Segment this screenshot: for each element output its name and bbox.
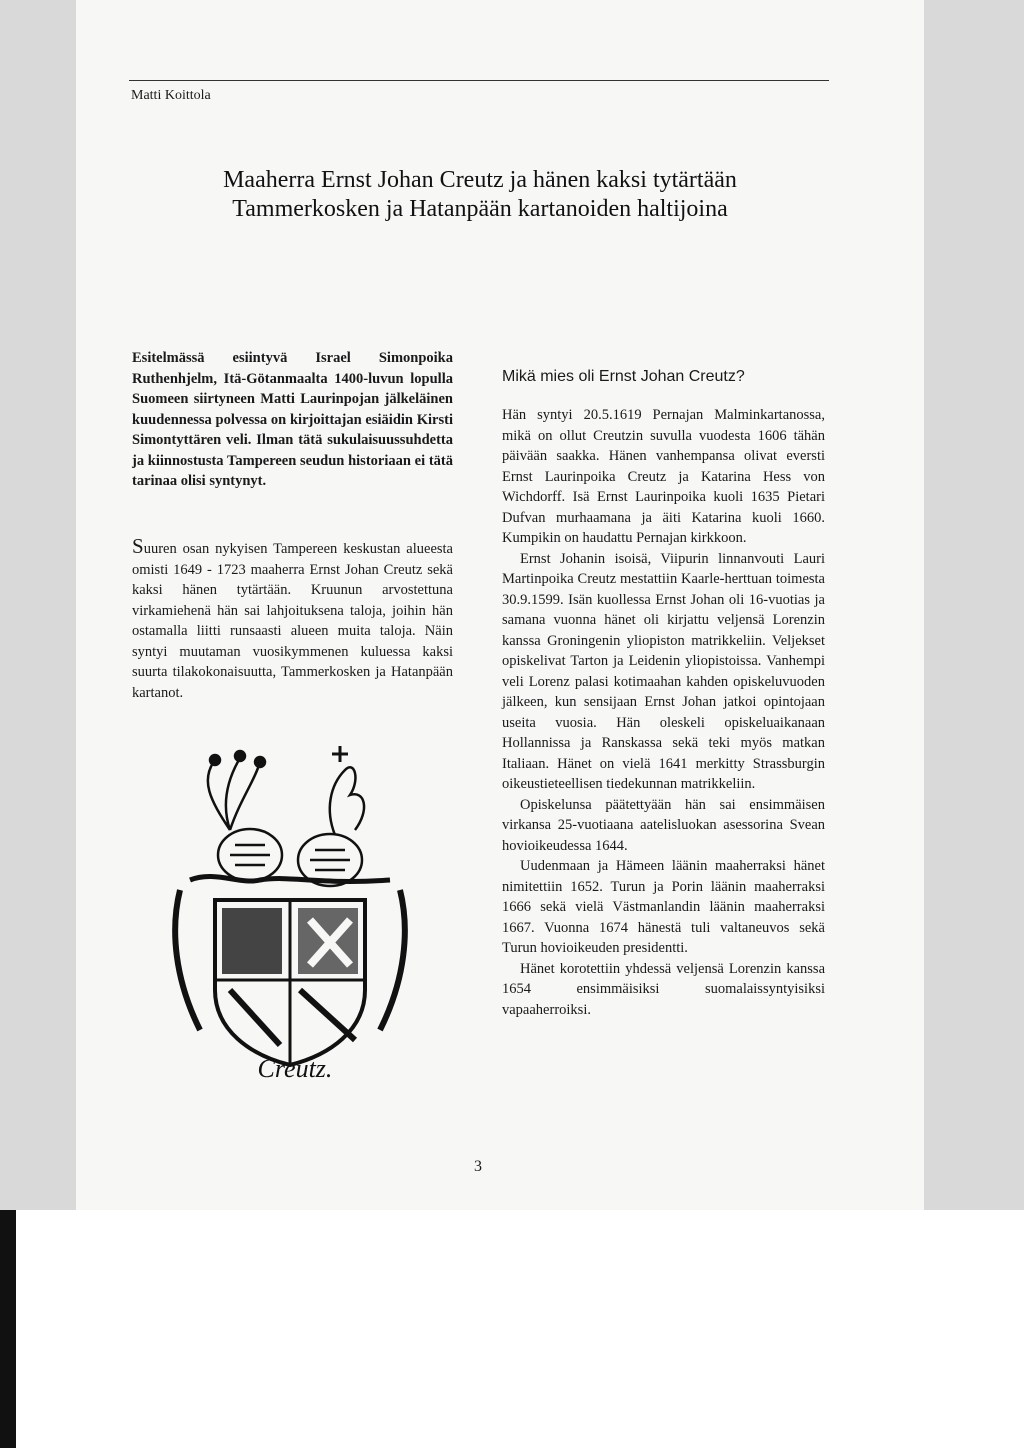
lion-crest-icon [330, 767, 364, 835]
article-title [130, 166, 830, 224]
signature-text: Creutz. [257, 1054, 333, 1080]
left-plume-icon [208, 758, 260, 830]
title-line-2: Tammerkosken ja Hatanpään kartanoiden haltijoina [232, 196, 728, 222]
drop-cap: S [132, 534, 144, 558]
left-paragraph [132, 536, 453, 703]
left-body-text [132, 536, 453, 703]
page-number: 3 [474, 1158, 482, 1175]
right-paragraph: Hänet korotettiin yhdessä veljensä Lorenzin kanssa 1654 ensimmäisiksi suomalaissyntyisiksi vapaaherroiksi. [502, 960, 825, 1018]
scan-edge [0, 1210, 16, 1448]
title-line-1: Maaherra Ernst Johan Creutz ja hänen kaksi tytärtään [223, 167, 737, 193]
left-paragraph-text: uuren osan nykyisen Tampereen keskustan alueesta omisti 1649 - 1723 maaherra Ernst Johan Creutz sekä kaksi hänen tytärtään. Kruunun arvostettuna virkamiehenä hän sai lahjoituksena taloja, joihin hän ostamalla liitti runsaasti alueen muita taloja. Näin syntyi muutaman vuosikymmenen kuluessa kaksi suurta tilakokonaisuutta, Tammerkosken ja Hatanpään kartanot. [132, 541, 453, 701]
author-name: Matti Koittola [131, 88, 211, 103]
right-paragraph: Uudenmaan ja Hämeen läänin maaherraksi hänet nimitettiin 1652. Turun ja Porin läänin maaherraksi 1666 sekä vielä Västmanlandin läänin maaherraksi 1667. Vuonna 1674 hänestä tuli valtaneuvos sekä Turun hovioikeuden presidentti. [502, 858, 825, 956]
intro-paragraph: Esitelmässä esiintyvä Israel Simonpoika Ruthenhjelm, Itä-Götanmaalta 1400-luvun lopulla Suomeen siirtyneen Matti Laurinpojan jälkeläinen kuudennessa polvessa on kirjoittajan esiäidin Kirsti Simontyttären veli. Ilman tätä sukulaisuussuhdetta ja kiinnostusta Tampereen seudun historiaan ei tätä tarinaa olisi syntynyt. [132, 350, 453, 489]
right-paragraph: Hän syntyi 20.5.1619 Pernajan Malminkartanossa, mikä on ollut Creutzin suvulla vuodesta 1606 tähän päivään saakka. Hänen vanhempansa olivat eversti Ernst Laurinpoika Creutz ja Katarina Hess von Wichdorff. Isä Ernst Laurinpoika kuoli 1635 Pietari Dufvan murhaamana ja äiti Katarina kuoli 1660. Kumpikin on haudattu Pernajan kirkkoon. [502, 407, 825, 546]
right-paragraph: Ernst Johanin isoisä, Viipurin linnanvouti Lauri Martinpoika Creutz mestattiin Kaarle-herttuan toimesta 30.9.1599. Isän kuollessa Ernst Johan oli 16-vuotias ja samana vuonna hänet oli kirjattu veljensä Lorenzin kanssa Groningenin yliopiston matrikkeliin. Veljekset opiskelivat Tarton ja Leidenin yliopistoissa. Vanhempi veli Lorenz palasi kotimaahan kahden opiskeluvuoden jälkeen, kun sensijaan Ernst Johan jatkoi opintojaan useita vuosia. Hän oleskeli opiskeluaikanaan Hollannissa ja Ranskassa sekä teki myös matkan Italiaan. Hänet on vielä 1641 merkitty Strassburgin oikeustieteellisen tiedekunnan matrikkeliin. [502, 550, 825, 792]
scan-background [0, 1210, 1024, 1448]
right-body-text [502, 405, 825, 1020]
header-rule [129, 80, 829, 81]
right-paragraph: Opiskelunsa päätettyään hän sai ensimmäisen virkansa 25-vuotiaana aatelisluokan asessorina Svean hovioikeudessa 1644. [502, 796, 825, 854]
coat-of-arms-image [160, 740, 420, 1080]
section-heading: Mikä mies oli Ernst Johan Creutz? [502, 368, 745, 385]
